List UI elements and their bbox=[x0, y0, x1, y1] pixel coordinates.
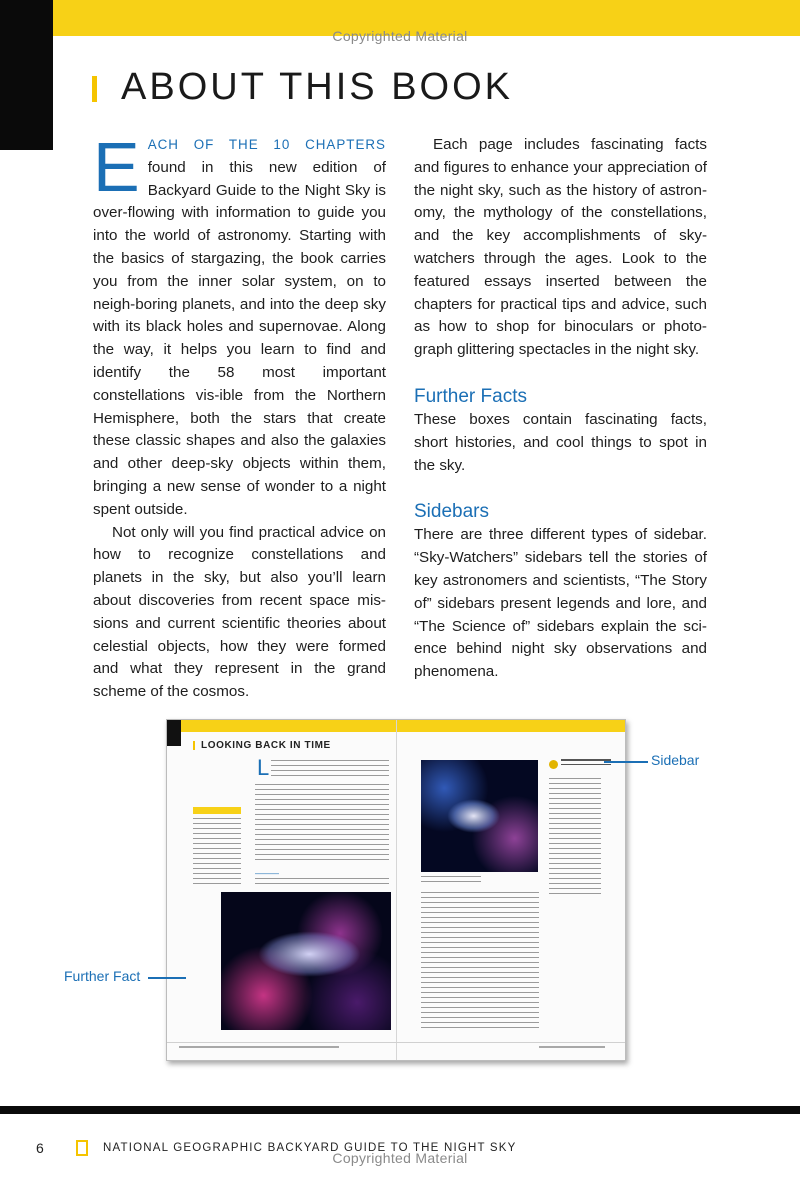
sample-spread-illustration bbox=[166, 719, 626, 1061]
intro-paragraph bbox=[93, 128, 386, 522]
page-title: ABOUT THIS BOOK bbox=[121, 66, 514, 108]
facts-figures-paragraph: Each page includes fascinating facts and figures to enhance your appreciation of the night sky, such as the history of astron-omy, the mythology of the constellations, and the key accomplishments of sky-watchers through the ages. Look to the featured essays inserted between the chapters for practical tips and advice, such as how to shop for binoculars or photo-graph glittering spectacles in the night sky. bbox=[414, 136, 707, 359]
sidebars-heading: Sidebars bbox=[414, 501, 489, 523]
watermark-bottom: Copyrighted Material bbox=[332, 1150, 468, 1166]
spread-body-text-lines bbox=[255, 878, 389, 888]
sidebar-callout-line bbox=[604, 761, 648, 763]
further-fact-callout-label: Further Fact bbox=[64, 968, 141, 984]
further-fact-box-lines bbox=[193, 818, 241, 884]
sidebar-callout-label: Sidebar bbox=[651, 752, 700, 768]
spread-galaxy-photo bbox=[421, 760, 538, 872]
spread-right-folio bbox=[539, 1046, 605, 1048]
spread-body-text-lines bbox=[421, 892, 539, 1032]
title-accent-bar bbox=[92, 76, 97, 102]
spread-body-text-lines bbox=[255, 784, 389, 864]
spread-sidebar-icon bbox=[549, 760, 558, 769]
spread-subhead-mark: ——— bbox=[255, 869, 279, 878]
lead-in-caps: ACH OF THE 10 CHAPTERS bbox=[147, 137, 386, 152]
further-facts-text: These boxes contain fascinating facts, short histories, and cool things to spot in the sky. bbox=[414, 410, 707, 474]
watermark-top: Copyrighted Material bbox=[332, 28, 468, 44]
spread-nebula-photo bbox=[221, 892, 391, 1030]
spread-photo-caption-lines bbox=[421, 876, 481, 886]
left-column bbox=[93, 128, 386, 704]
drop-cap: E bbox=[93, 128, 140, 206]
spread-left-folio bbox=[179, 1046, 339, 1048]
spread-footer-rule bbox=[167, 1042, 625, 1043]
spread-body-text-lines bbox=[271, 760, 389, 780]
page-number: 6 bbox=[36, 1140, 44, 1156]
further-fact-callout-line bbox=[148, 977, 186, 979]
footer-black-rule bbox=[0, 1106, 800, 1114]
spread-gutter bbox=[396, 720, 397, 1060]
further-fact-box-header bbox=[193, 807, 241, 814]
spread-title: LOOKING BACK IN TIME bbox=[201, 740, 331, 751]
spread-further-fact-box bbox=[193, 807, 241, 888]
footer-book-title: NATIONAL GEOGRAPHIC BACKYARD GUIDE TO THE NIGHT SKY bbox=[103, 1142, 517, 1154]
spread-drop-cap: L bbox=[257, 755, 270, 780]
intro-paragraph-text: found in this new edition of Backyard Guide to the Night Sky is over-flowing with information to guide you into the world of astronomy. Starting with the basics of stargazing, the book carries you from the inner solar system, on to neigh-boring planets, and into the deep sky with its black holes and supernovae. Along the way, it helps you learn to find and identify the 58 most important constellations vis-ible from the Northern Hemisphere, both the stars that create these classic shapes and also the galaxies and other deep-sky objects within them, bringing a new sense of wonder to a night spent outside. bbox=[93, 158, 386, 518]
spread-title-accent bbox=[193, 741, 195, 750]
spread-black-tab bbox=[167, 720, 181, 746]
right-column bbox=[414, 134, 707, 684]
sidebars-text: There are three different types of sidebar. “Sky-Watchers” sidebars tell the stories of key astronomers and scientists, “The Story of” sidebars present legends and lore, and “The Science of” sidebars explain the sci-ence behind night sky observations and phenomena. bbox=[414, 526, 707, 681]
practical-advice-paragraph: Not only will you find practical advice on how to recognize constellations and planets in the sky, but also you’ll learn about discoveries from recent space mis-sions and current scientific theories about celestial objects, how they were formed and what they represent in the grand scheme of the cosmos. bbox=[93, 523, 386, 701]
spread-sidebar-text-lines bbox=[549, 778, 601, 898]
header-black-tab bbox=[0, 0, 53, 150]
further-facts-heading: Further Facts bbox=[414, 385, 527, 407]
